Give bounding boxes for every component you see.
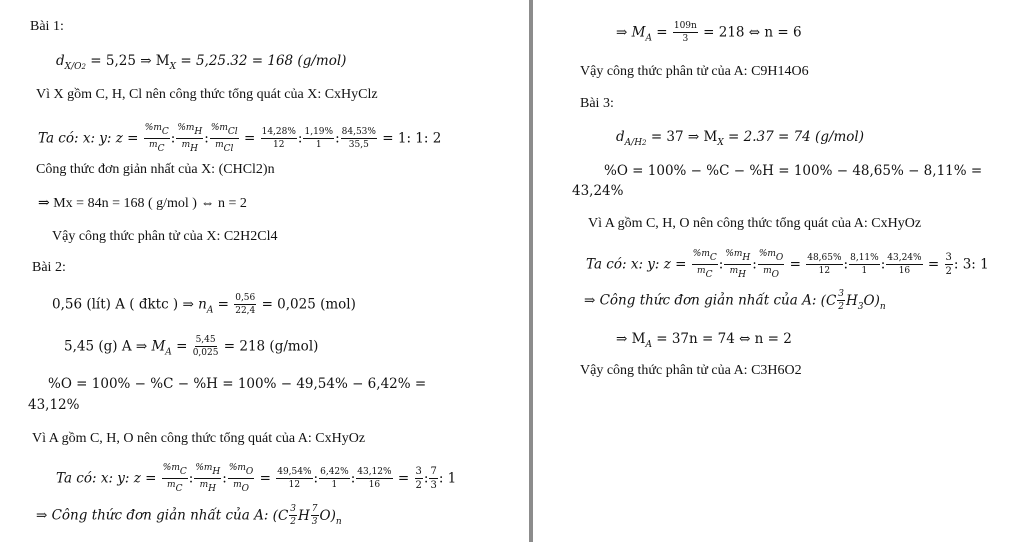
molar-mass-n-a: ⇒ $M_A$ = $\frac{109n}{3}$ = 218 ⇔ n = 6 <box>616 21 802 44</box>
column-divider <box>529 0 533 542</box>
molecular-formula-a-bai2: Vậy công thức phân tử của A: C9H14O6 <box>580 64 809 79</box>
oxygen-percent-bai3-wrap: 43,24% <box>572 183 624 199</box>
molar-mass-equation-a: 5,45 (g) A ⇒ $M_A$ = $\frac{5,45}{0,025}$ = 218 (g/mol) <box>64 335 319 358</box>
molecular-formula-a-bai3: Vậy công thức phân tử của A: C3H6O2 <box>580 363 802 378</box>
oxygen-percent-a: %O = 100% − %C − %H = 100% − 49,54% − 6,42% = <box>48 376 427 392</box>
moles-equation-a: 0,56 (lít) A ( đktc ) ⇒ $n_A$ = $\frac{0,56}{22,4}$ = 0,025 (mol) <box>52 293 356 316</box>
bai3-title: Bài 3: <box>580 96 614 111</box>
ratio-equation-a-bai3: Ta có: x: y: z = $\frac{\%mC}{mC}$ : $\frac{\%mH}{mH}$ : $\frac{\%mO}{mO}$ = $\frac{48,65\%}{12}$ : $\frac{8,11\%}{1}$ : $\frac{43,24\%}{16}$ = $\frac{3}{2}$ : 3: 1 <box>586 249 989 280</box>
molecular-formula-x: Vậy công thức phân tử của X: C2H2Cl4 <box>52 229 278 244</box>
oxygen-percent-bai3: %O = 100% − %C − %H = 100% − 48,65% − 8,11% = <box>604 163 983 179</box>
oxygen-percent-a-wrap: 43,12% <box>28 397 80 413</box>
molar-mass-n-bai3: ⇒ $M_A = 37n = 74$ ⇔ n = 2 <box>616 331 792 350</box>
density-equation-a: $d_{A/H2} = 37$ ⇒ $M_X = 2.37 = 74$ (g/mol) <box>616 129 865 148</box>
ratio-equation-a: Ta có: x: y: z = $\frac{\%mC}{mC}$ : $\frac{\%mH}{mH}$ : $\frac{\%mO}{mO}$ = $\frac{49,54\%}{12}$ : $\frac{6,42\%}{1}$ : $\frac{43,12\%}{16}$ = $\frac{3}{2}$ : $\frac{7}{3}$ : 1 <box>56 463 457 494</box>
molar-mass-x: ⇒ Mx = 84n = 168 ( g/mol ) ⇔ n = 2 <box>38 196 247 211</box>
general-formula-a: Vì A gồm C, H, O nên công thức tổng quát của A: CxHyOz <box>32 431 366 446</box>
bai2-title: Bài 2: <box>32 260 66 275</box>
general-formula-a-bai3: Vì A gồm C, H, O nên công thức tổng quát của A: CxHyOz <box>588 216 922 231</box>
simplest-formula-a: ⇒ Công thức đơn giản nhất của A: (C $\frac{3}{2}$ H $\frac{7}{3}$ $O)_n$ <box>36 504 342 527</box>
general-formula-x: Vì X gồm C, H, Cl nên công thức tổng quát của X: CxHyClz <box>36 87 378 102</box>
density-equation-x: $d_{X/O2} = 5,25$ ⇒ $M_X = 5,25.32 = 168$ (g/mol) <box>56 53 347 72</box>
simplest-formula-x: Công thức đơn giản nhất của X: (CHCl2)n <box>36 162 275 177</box>
ratio-equation-x: Ta có: x: y: z = $\frac{\%mC}{mC}$ : $\frac{\%mH}{mH}$ : $\frac{\text{\%mCl}}{\text{mCl}}$ = $\frac{14,28\%}{12}$ : $\frac{1,19\%}{1}$ : $\frac{84,53\%}{35,5}$ = 1: 1: 2 <box>38 123 442 154</box>
simplest-formula-a-bai3: ⇒ Công thức đơn giản nhất của A: (C $\frac{3}{2}$ $H_3O)_n$ <box>584 289 886 312</box>
bai1-title: Bài 1: <box>30 19 64 34</box>
